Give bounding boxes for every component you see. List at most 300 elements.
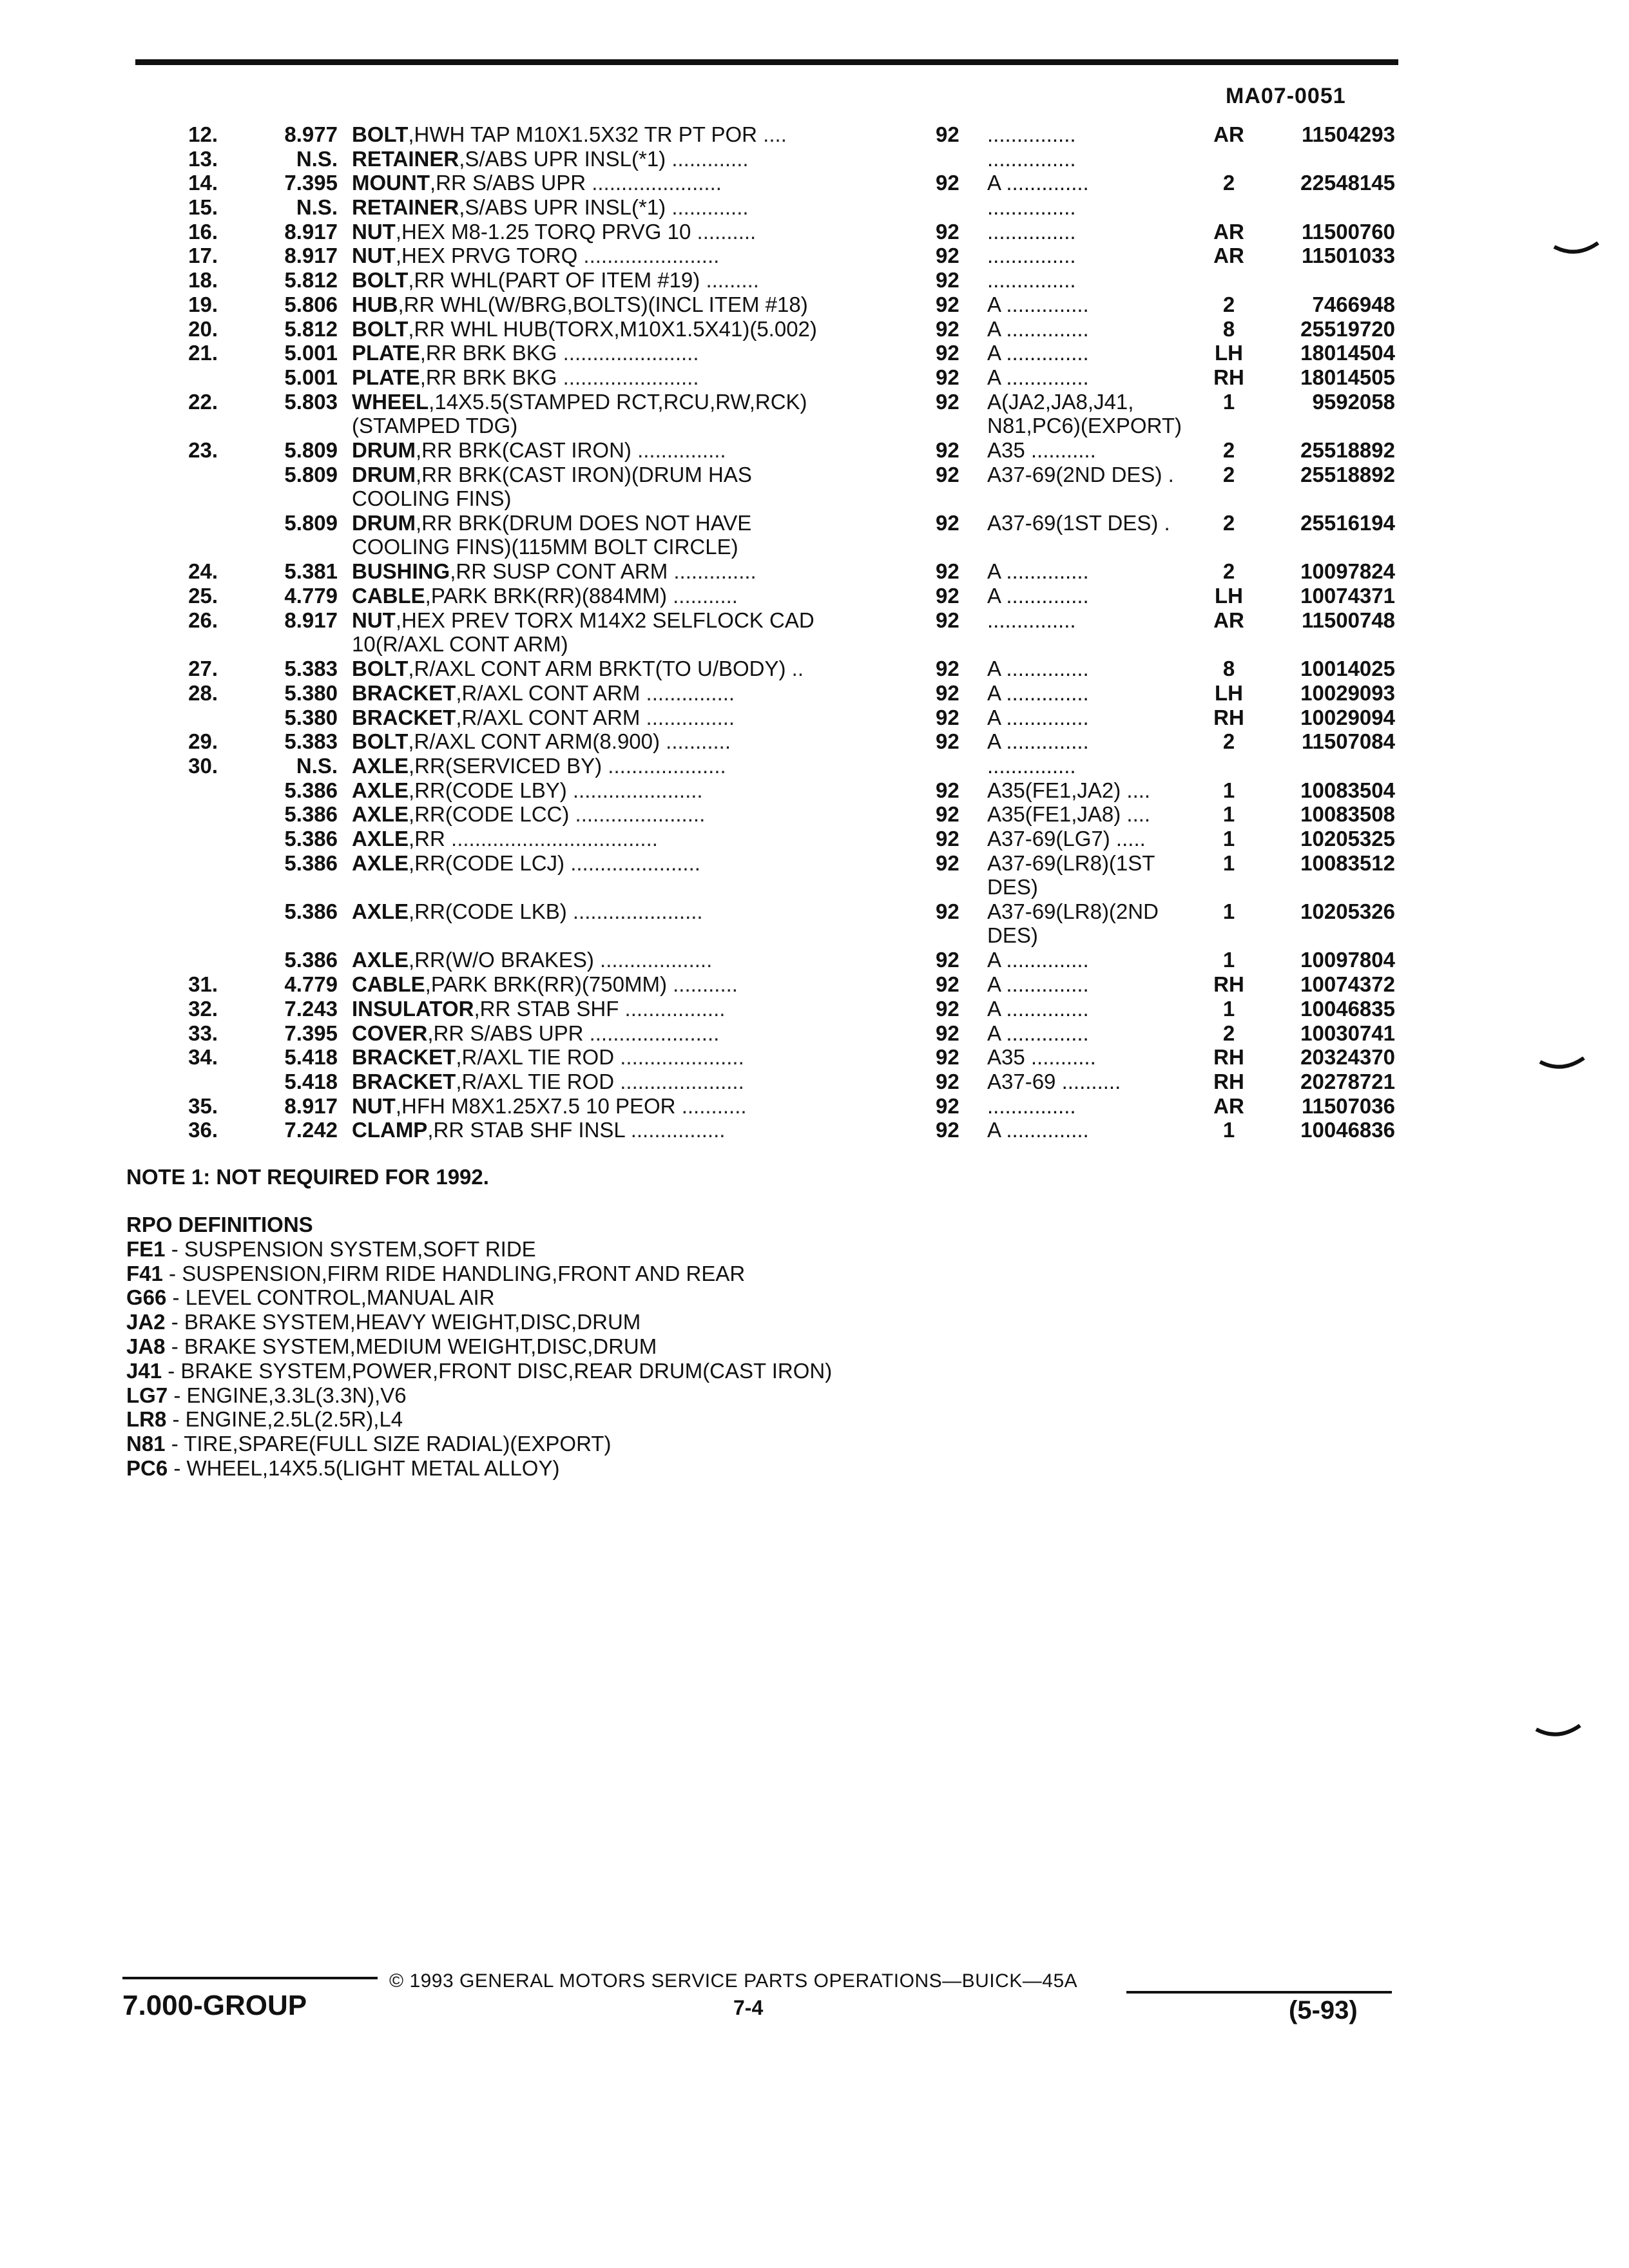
- model-year: 92: [936, 171, 959, 195]
- part-number: 20278721: [1300, 1069, 1395, 1093]
- quantity: 2: [1222, 462, 1235, 486]
- part-number: 10029093: [1300, 680, 1395, 705]
- item-number: 26.: [188, 608, 218, 632]
- part-spec: ,RR(CODE LKB): [409, 899, 567, 924]
- rpo-list: [126, 1237, 832, 1481]
- group-number: 5.803: [284, 389, 338, 414]
- part-description: [352, 997, 883, 1021]
- copyright: © 1993 GENERAL MOTORS SERVICE PARTS OPERATIONS—BUICK—45A: [389, 1970, 1078, 1992]
- part-number: 25518892: [1300, 437, 1395, 462]
- group-number: 7.395: [284, 171, 338, 195]
- part-spec: ,R/AXL CONT ARM BRKT(TO U/BODY): [408, 657, 786, 681]
- application: A ..............: [987, 1118, 1089, 1142]
- part-number: 18014504: [1300, 341, 1395, 365]
- dot-leader: ......................: [583, 1021, 720, 1045]
- application: A ..............: [987, 657, 1089, 681]
- part-description: [352, 317, 883, 341]
- part-description: [352, 122, 883, 146]
- group-number: 5.809: [284, 511, 338, 535]
- part-number: 10029094: [1300, 705, 1395, 729]
- parts-list: [0, 122, 1629, 1142]
- application: ...............: [987, 146, 1076, 171]
- part-row: [0, 1021, 1629, 1046]
- group-label: 7.000-GROUP: [122, 1990, 307, 2021]
- part-spec: ,HWH TAP M10X1.5X32 TR PT POR: [408, 122, 758, 146]
- part-name: PLATE: [352, 365, 420, 389]
- application: ...............: [987, 122, 1076, 146]
- part-number: 10074372: [1300, 972, 1395, 997]
- rpo-description: - LEVEL CONTROL,MANUAL AIR: [166, 1285, 495, 1310]
- part-name: DRUM: [352, 437, 416, 462]
- quantity: LH: [1215, 341, 1243, 365]
- rpo-code: J41: [126, 1358, 162, 1383]
- dot-leader: ................: [624, 1118, 726, 1142]
- dot-leader: ...............: [640, 705, 735, 729]
- group-number: 5.418: [284, 1045, 338, 1070]
- quantity: RH: [1213, 1069, 1244, 1093]
- quantity: AR: [1213, 1093, 1244, 1118]
- model-year: 92: [936, 657, 959, 681]
- part-row: [0, 754, 1629, 778]
- part-spec: ,HFH M8X1.25X7.5 10 PEOR: [395, 1093, 676, 1118]
- model-year: 92: [936, 996, 959, 1021]
- rpo-item: [126, 1262, 832, 1286]
- part-row: [0, 899, 1629, 948]
- application: A37-69(LR8)(2ND DES): [987, 899, 1159, 948]
- part-description: [352, 681, 883, 705]
- quantity: LH: [1215, 680, 1243, 705]
- model-year: 92: [936, 1093, 959, 1118]
- part-name: INSULATOR: [352, 996, 474, 1021]
- part-spec: ,RR S/ABS UPR: [429, 171, 586, 195]
- part-name: BRACKET: [352, 1069, 456, 1093]
- dot-leader: ...............: [640, 680, 735, 705]
- part-row: [0, 268, 1629, 293]
- part-spec: ,RR(W/O BRAKES): [409, 948, 594, 972]
- group-number: 5.386: [284, 802, 338, 827]
- part-spec: ,R/AXL TIE ROD: [456, 1069, 615, 1093]
- part-row: [0, 220, 1629, 244]
- dot-leader: ...........: [666, 584, 738, 608]
- part-spec: ,S/ABS UPR INSL(*1): [459, 195, 666, 220]
- application: ...............: [987, 195, 1076, 220]
- application: A ..............: [987, 1021, 1089, 1045]
- model-year: 92: [936, 972, 959, 997]
- part-row: [0, 390, 1629, 438]
- rpo-code: LR8: [126, 1407, 167, 1432]
- rpo-code: FE1: [126, 1236, 166, 1261]
- part-row: [0, 657, 1629, 681]
- quantity: LH: [1215, 584, 1243, 608]
- group-number: 8.917: [284, 219, 338, 244]
- rpo-item: [126, 1359, 832, 1383]
- dot-leader: .......................: [577, 244, 720, 268]
- part-number: 10074371: [1300, 584, 1395, 608]
- rpo-item: [126, 1456, 832, 1481]
- item-number: 30.: [188, 753, 218, 778]
- rpo-description: - SUSPENSION,FIRM RIDE HANDLING,FRONT AND REAR: [162, 1261, 746, 1285]
- part-description: [352, 293, 883, 316]
- quantity: RH: [1213, 972, 1244, 997]
- group-number: 5.383: [284, 657, 338, 681]
- group-number: 8.917: [284, 608, 338, 632]
- rpo-description: - TIRE,SPARE(FULL SIZE RADIAL)(EXPORT): [165, 1432, 612, 1456]
- item-number: 27.: [188, 657, 218, 681]
- model-year: 92: [936, 1021, 959, 1045]
- item-number: 13.: [188, 146, 218, 171]
- quantity: AR: [1213, 122, 1244, 146]
- quantity: 1: [1222, 827, 1235, 850]
- rpo-code: PC6: [126, 1456, 168, 1480]
- part-name: RETAINER: [352, 195, 459, 220]
- group-number: 5.806: [284, 292, 338, 316]
- part-name: BRACKET: [352, 1045, 456, 1070]
- part-description: [352, 706, 883, 729]
- model-year: 92: [936, 584, 959, 608]
- part-spec: ,R/AXL CONT ARM(8.900): [408, 729, 660, 754]
- application: A ..............: [987, 316, 1089, 341]
- group-number: 5.386: [284, 827, 338, 850]
- part-name: BRACKET: [352, 680, 456, 705]
- part-description: [352, 1070, 883, 1093]
- part-row: [0, 511, 1629, 559]
- quantity: 1: [1222, 1118, 1235, 1142]
- part-name: HUB: [352, 292, 398, 316]
- group-number: 5.001: [284, 341, 338, 365]
- application: A ..............: [987, 292, 1089, 316]
- part-spec: ,RR BRK(CAST IRON)(DRUM HAS COOLING FINS): [352, 462, 752, 510]
- rpo-description: - BRAKE SYSTEM,HEAVY WEIGHT,DISC,DRUM: [165, 1310, 641, 1334]
- part-number: 10205326: [1300, 899, 1395, 924]
- part-name: AXLE: [352, 802, 409, 827]
- rpo-description: - ENGINE,3.3L(3.3N),V6: [168, 1383, 407, 1407]
- application: A37-69(LR8)(1ST DES): [987, 850, 1155, 899]
- group-number: N.S.: [296, 753, 338, 778]
- part-spec: ,RR(CODE LCJ): [409, 850, 565, 875]
- part-description: [352, 268, 883, 292]
- part-description: [352, 195, 883, 219]
- application: A37-69(LG7) .....: [987, 827, 1146, 850]
- group-number: 8.917: [284, 1093, 338, 1118]
- application: ...............: [987, 268, 1076, 293]
- part-name: AXLE: [352, 827, 409, 850]
- rpo-item: [126, 1334, 832, 1359]
- part-number: 22548145: [1300, 171, 1395, 195]
- quantity: 2: [1222, 171, 1235, 195]
- group-number: 5.812: [284, 268, 338, 293]
- part-spec: ,RR STAB SHF: [474, 996, 619, 1021]
- item-number: 23.: [188, 437, 218, 462]
- part-description: [352, 584, 883, 608]
- item-number: 32.: [188, 996, 218, 1021]
- item-number: 22.: [188, 389, 218, 414]
- part-description: [352, 463, 883, 510]
- part-name: DRUM: [352, 462, 416, 486]
- group-number: 7.242: [284, 1118, 338, 1142]
- group-number: 5.386: [284, 899, 338, 924]
- item-number: 28.: [188, 680, 218, 705]
- part-number: 10046835: [1300, 996, 1395, 1021]
- application: ...............: [987, 608, 1076, 632]
- quantity: AR: [1213, 219, 1244, 244]
- application: A37-69(2ND DES) .: [987, 462, 1174, 486]
- part-name: DRUM: [352, 511, 416, 535]
- part-row: [0, 438, 1629, 463]
- part-number: 11507036: [1301, 1093, 1395, 1118]
- model-year: 92: [936, 511, 959, 535]
- part-number: 10097824: [1300, 559, 1395, 584]
- part-name: BRACKET: [352, 705, 456, 729]
- part-row: [0, 827, 1629, 851]
- part-number: 10046836: [1300, 1118, 1395, 1142]
- part-name: BOLT: [352, 316, 409, 341]
- dot-leader: ...........: [675, 1093, 747, 1118]
- top-rule: [135, 59, 1398, 65]
- item-number: 29.: [188, 729, 218, 754]
- quantity: 1: [1222, 389, 1235, 414]
- application: A ..............: [987, 559, 1089, 584]
- part-description: [352, 851, 883, 875]
- item-number: 17.: [188, 244, 218, 268]
- dot-leader: ......................: [566, 899, 703, 924]
- part-row: [0, 463, 1629, 511]
- quantity: AR: [1213, 244, 1244, 268]
- part-number: 10205325: [1300, 827, 1395, 850]
- dot-leader: ....................: [602, 753, 726, 778]
- part-spec: ,R/AXL CONT ARM: [456, 705, 641, 729]
- part-row: [0, 122, 1629, 147]
- application: A ..............: [987, 705, 1089, 729]
- part-number: 10083512: [1300, 850, 1395, 875]
- part-row: [0, 559, 1629, 584]
- part-description: [352, 220, 883, 244]
- part-name: NUT: [352, 1093, 396, 1118]
- dot-leader: ...........: [660, 729, 731, 754]
- rpo-description: - ENGINE,2.5L(2.5R),L4: [166, 1407, 403, 1432]
- margin-mark: [1535, 1724, 1581, 1737]
- model-year: 92: [936, 608, 959, 632]
- part-description: [352, 802, 883, 826]
- part-number: 11507084: [1301, 729, 1395, 754]
- group-number: 4.779: [284, 972, 338, 997]
- part-spec: ,RR S/ABS UPR: [427, 1021, 584, 1045]
- footer-rule-right: [1126, 1991, 1392, 1994]
- part-number: 9592058: [1312, 389, 1395, 414]
- application: A ..............: [987, 171, 1089, 195]
- rpo-code: G66: [126, 1285, 167, 1310]
- part-number: 7466948: [1312, 292, 1395, 316]
- part-description: [352, 390, 883, 437]
- group-number: 5.381: [284, 559, 338, 584]
- dot-leader: .................: [619, 996, 726, 1021]
- part-number: 10083504: [1300, 778, 1395, 802]
- part-description: [352, 511, 883, 559]
- model-year: 92: [936, 899, 959, 924]
- quantity: 2: [1222, 292, 1235, 316]
- group-number: 5.386: [284, 778, 338, 802]
- part-row: [0, 244, 1629, 268]
- dot-leader: ....: [757, 122, 787, 146]
- model-year: 92: [936, 1118, 959, 1142]
- quantity: 2: [1222, 729, 1235, 754]
- part-row: [0, 195, 1629, 220]
- application: ...............: [987, 1093, 1076, 1118]
- item-number: 25.: [188, 584, 218, 608]
- part-description: [352, 729, 883, 753]
- part-spec: ,RR: [409, 827, 445, 850]
- item-number: 16.: [188, 219, 218, 244]
- group-number: 5.386: [284, 948, 338, 972]
- part-spec: ,HEX M8-1.25 TORQ PRVG 10: [395, 219, 691, 244]
- application: A ..............: [987, 996, 1089, 1021]
- part-row: [0, 341, 1629, 365]
- dot-leader: ......................: [564, 850, 700, 875]
- dot-leader: .............: [666, 195, 749, 220]
- part-number: 18014505: [1300, 365, 1395, 389]
- part-number: 10030741: [1300, 1021, 1395, 1045]
- model-year: 92: [936, 778, 959, 802]
- model-year: 92: [936, 559, 959, 584]
- margin-mark: [1553, 242, 1599, 255]
- quantity: 1: [1222, 802, 1235, 827]
- part-number: 25516194: [1300, 511, 1395, 535]
- quantity: 8: [1222, 316, 1235, 341]
- model-year: 92: [936, 1069, 959, 1093]
- part-description: [352, 948, 883, 972]
- group-number: 5.418: [284, 1069, 338, 1093]
- group-number: 8.977: [284, 122, 338, 146]
- rpo-item: [126, 1407, 832, 1432]
- rpo-code: JA8: [126, 1334, 166, 1358]
- model-year: 92: [936, 365, 959, 389]
- application: A ..............: [987, 365, 1089, 389]
- part-row: [0, 584, 1629, 608]
- part-name: PLATE: [352, 341, 420, 365]
- part-description: [352, 972, 883, 996]
- application: A ..............: [987, 341, 1089, 365]
- rpo-title: RPO DEFINITIONS: [126, 1213, 313, 1236]
- group-number: 5.809: [284, 437, 338, 462]
- dot-leader: ...................: [593, 948, 713, 972]
- part-description: [352, 171, 883, 195]
- quantity: RH: [1213, 705, 1244, 729]
- part-name: COVER: [352, 1021, 428, 1045]
- part-row: [0, 972, 1629, 997]
- part-row: [0, 317, 1629, 341]
- part-name: BUSHING: [352, 559, 450, 584]
- part-spec: ,S/ABS UPR INSL(*1): [459, 146, 666, 171]
- part-description: [352, 899, 883, 923]
- model-year: 92: [936, 802, 959, 827]
- quantity: 1: [1222, 996, 1235, 1021]
- model-year: 92: [936, 462, 959, 486]
- part-name: NUT: [352, 608, 396, 632]
- part-number: 11500748: [1301, 608, 1395, 632]
- part-description: [352, 341, 883, 365]
- quantity: 8: [1222, 657, 1235, 681]
- application: A ..............: [987, 729, 1089, 754]
- part-description: [352, 1045, 883, 1069]
- part-spec: ,RR BRK BKG: [419, 341, 557, 365]
- dot-leader: ..............: [668, 559, 757, 584]
- application: A ..............: [987, 948, 1089, 972]
- dot-leader: ...................................: [445, 827, 658, 850]
- part-spec: ,RR WHL(W/BRG,BOLTS)(INCL ITEM #18): [398, 292, 808, 316]
- quantity: 1: [1222, 850, 1235, 875]
- rpo-description: - BRAKE SYSTEM,MEDIUM WEIGHT,DISC,DRUM: [165, 1334, 657, 1358]
- part-spec: ,HEX PRVG TORQ: [395, 244, 578, 268]
- part-name: NUT: [352, 219, 396, 244]
- part-name: AXLE: [352, 753, 409, 778]
- dot-leader: ......................: [569, 802, 706, 827]
- group-number: 5.380: [284, 705, 338, 729]
- part-description: [352, 1094, 883, 1118]
- quantity: 1: [1222, 778, 1235, 802]
- item-number: 34.: [188, 1045, 218, 1070]
- application: A35(FE1,JA2) ....: [987, 778, 1151, 802]
- part-description: [352, 438, 883, 462]
- application: ...............: [987, 219, 1076, 244]
- note: NOTE 1: NOT REQUIRED FOR 1992.: [126, 1165, 489, 1189]
- rpo-description: - BRAKE SYSTEM,POWER,FRONT DISC,REAR DRUM(CAST IRON): [162, 1358, 833, 1383]
- part-description: [352, 657, 883, 680]
- group-number: 7.243: [284, 996, 338, 1021]
- part-spec: ,HEX PREV TORX M14X2 SELFLOCK CAD 10(R/AXL CONT ARM): [352, 608, 815, 656]
- model-year: 92: [936, 948, 959, 972]
- item-number: 15.: [188, 195, 218, 220]
- model-year: 92: [936, 316, 959, 341]
- part-name: AXLE: [352, 948, 409, 972]
- model-year: 92: [936, 1045, 959, 1070]
- group-number: 4.779: [284, 584, 338, 608]
- part-spec: ,RR BRK BKG: [419, 365, 557, 389]
- dot-leader: ......................: [586, 171, 722, 195]
- part-spec: ,RR(CODE LCC): [409, 802, 570, 827]
- part-number: 25519720: [1300, 316, 1395, 341]
- model-year: 92: [936, 341, 959, 365]
- rpo-item: [126, 1432, 832, 1456]
- part-row: [0, 706, 1629, 730]
- dot-leader: .......................: [557, 365, 699, 389]
- part-name: NUT: [352, 244, 396, 268]
- page-reference: MA07-0051: [1226, 84, 1346, 108]
- part-row: [0, 171, 1629, 195]
- application: A37-69(1ST DES) .: [987, 511, 1170, 535]
- application: A ..............: [987, 972, 1089, 997]
- part-name: AXLE: [352, 850, 409, 875]
- dot-leader: ...............: [631, 437, 726, 462]
- part-name: AXLE: [352, 899, 409, 924]
- group-number: 5.001: [284, 365, 338, 389]
- part-name: AXLE: [352, 778, 409, 802]
- part-name: RETAINER: [352, 146, 459, 171]
- rpo-item: [126, 1383, 832, 1408]
- part-description: [352, 827, 883, 850]
- model-year: 92: [936, 292, 959, 316]
- part-description: [352, 1118, 883, 1142]
- part-name: CLAMP: [352, 1118, 428, 1142]
- quantity: 1: [1222, 899, 1235, 924]
- dot-leader: ..........: [691, 219, 757, 244]
- dot-leader: .....................: [614, 1069, 744, 1093]
- part-row: [0, 778, 1629, 803]
- dot-leader: .....................: [614, 1045, 744, 1070]
- item-number: 24.: [188, 559, 218, 584]
- part-spec: ,R/AXL CONT ARM: [456, 680, 641, 705]
- model-year: 92: [936, 219, 959, 244]
- dot-leader: ......................: [566, 778, 703, 802]
- page-number: 7-4: [733, 1996, 764, 2019]
